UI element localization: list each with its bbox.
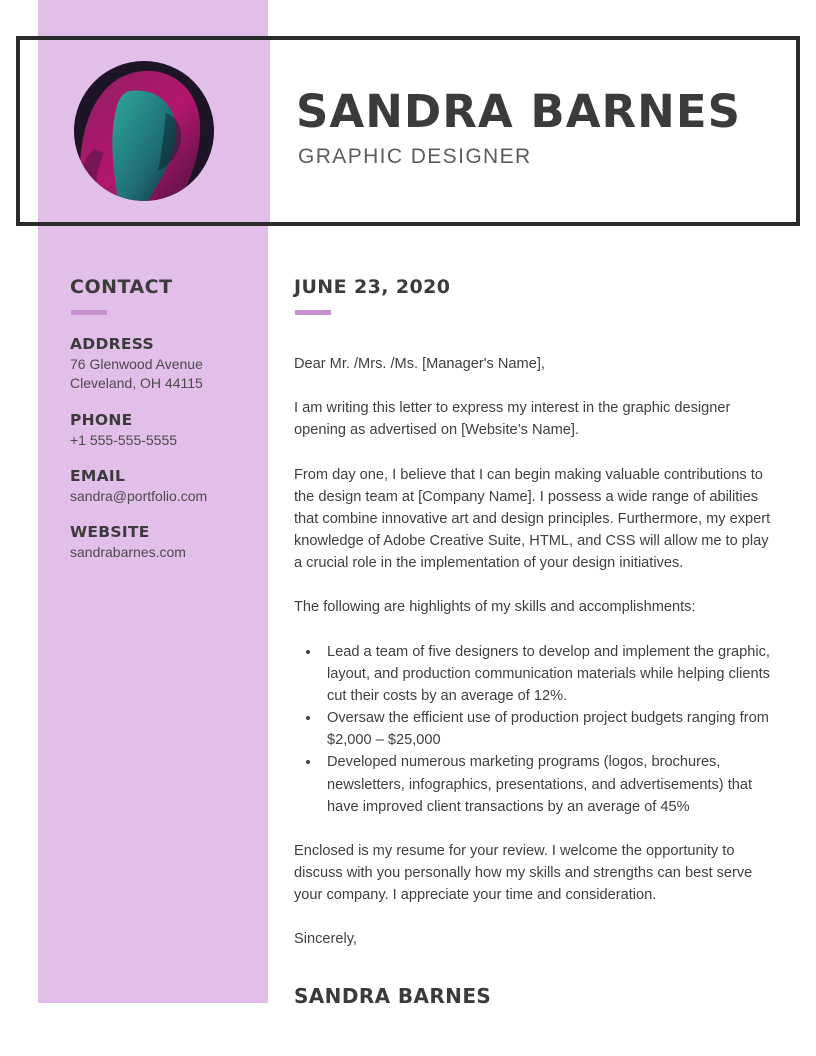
closing: Sincerely,: [294, 931, 357, 948]
contact-heading-rule: [71, 310, 107, 315]
salutation: Dear Mr. /Mrs. /Ms. [Manager's Name],: [294, 356, 545, 372]
contact-field-website: [70, 523, 270, 562]
avatar: [74, 61, 214, 201]
contact-label: PHONE: [70, 410, 133, 429]
contact-section: [70, 276, 270, 580]
letter-text: [294, 353, 774, 1011]
contact-label: WEBSITE: [70, 523, 150, 542]
contact-value: 76 Glenwood Avenue Cleveland, OH 44115: [70, 356, 203, 392]
contact-field-phone: [70, 411, 270, 450]
contact-label: ADDRESS: [70, 335, 154, 353]
page-title: SANDRA BARNES: [296, 85, 741, 138]
contact-field-email: [70, 467, 270, 506]
paragraph-4: Enclosed is my resume for your review. I welcome the opportunity to discuss with you personally how my skills and strengths can best serve your company. I appreciate your time and consideration.: [294, 842, 753, 904]
contact-label: EMAIL: [70, 466, 126, 485]
contact-heading: CONTACT: [70, 276, 173, 298]
list-item: • Developed numerous marketing programs (logos, brochures, newsletters, infographics, presentations, and advertisements) that have improved client transactions by an average of 45%: [321, 751, 774, 818]
paragraph-1: I am writing this letter to express my interest in the graphic designer opening as advertised on [Website’s Name].: [294, 400, 731, 439]
signature-name: SANDRA BARNES: [294, 983, 492, 1008]
contact-value: sandra@portfolio.com: [70, 487, 208, 504]
highlights-list: [294, 641, 774, 818]
paragraph-3: The following are highlights of my skills and accomplishments:: [294, 599, 696, 616]
contact-value: +1 555-555-5555: [70, 431, 178, 448]
header-accent-panel: [38, 40, 270, 222]
letter-date-rule: [295, 310, 331, 315]
contact-value: sandrabarnes.com: [70, 544, 186, 561]
list-item: • Oversaw the efficient use of production project budgets ranging from $2,000 – $25,000: [321, 707, 774, 751]
paragraph-2: From day one, I believe that I can begin making valuable contributions to the design team at [Company Name]. I possess a wide range of abilities that combine innovative art and design principles. Furthermore, my expert knowledge of Adobe Creative Suite, HTML, and CSS will allow me to play a crucial role in the implementation of your design initiatives.: [294, 466, 771, 572]
job-title: GRAPHIC DESIGNER: [298, 145, 532, 169]
header-band: [16, 36, 800, 226]
letter-body: [294, 276, 774, 1011]
letter-date: JUNE 23, 2020: [294, 276, 451, 298]
contact-field-address: [70, 335, 270, 394]
list-item: • Lead a team of five designers to develop and implement the graphic, layout, and production communication materials while helping clients cut their costs by an average of 12%.: [321, 641, 774, 708]
header-text: [296, 85, 741, 169]
